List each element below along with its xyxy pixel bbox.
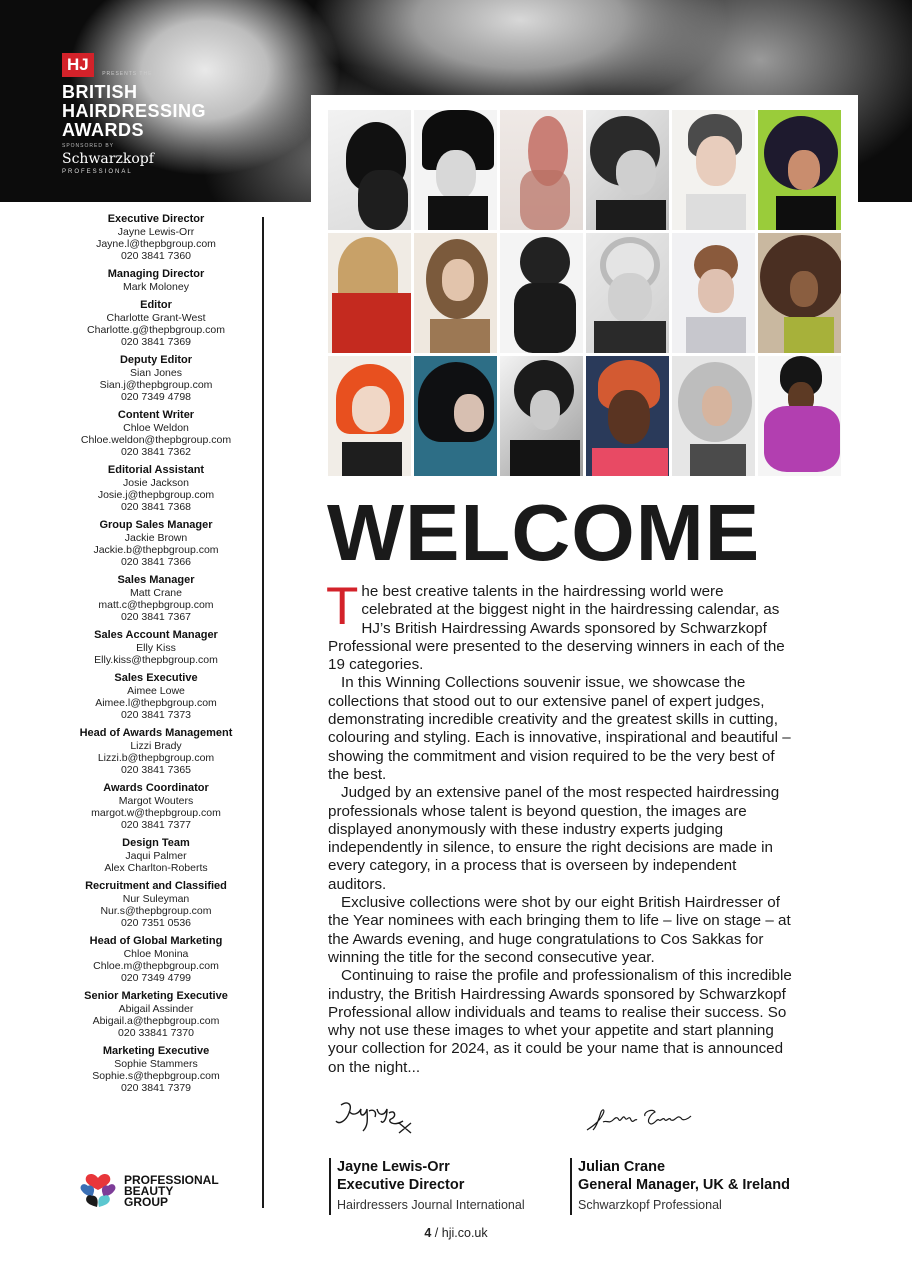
staff-detail: 020 33841 7370 <box>118 1026 194 1039</box>
drop-cap: T <box>326 577 359 636</box>
collection-photo <box>758 356 841 476</box>
staff-detail: 020 3841 7367 <box>120 610 192 623</box>
staff-entry <box>58 299 254 348</box>
staff-detail: 020 3841 7373 <box>120 708 192 721</box>
staff-role: Senior Marketing Executive <box>84 990 228 1002</box>
collection-photo <box>414 233 497 353</box>
staff-entry <box>58 782 254 831</box>
collection-photo <box>328 233 411 353</box>
welcome-heading: WELCOME <box>327 488 761 577</box>
body-paragraph: In this Winning Collections souvenir issue, we showcase the collections that stood out to our extensive panel of expert judges, demonstrating incredible creativity and the greatest skills in cutting, colouring and styling. Each is innovative, inspirational and beautiful – showing the commitment and vision required to be the very best of the best. <box>328 674 791 783</box>
staff-directory <box>58 213 254 1100</box>
staff-detail: Sian Jones <box>130 366 182 379</box>
staff-entry <box>58 354 254 403</box>
staff-role: Deputy Editor <box>119 354 193 366</box>
collection-photo <box>500 110 583 230</box>
staff-email-link[interactable]: Jayne.l@thepbgroup.com <box>96 237 216 250</box>
signatory-title: Executive Director <box>337 1177 465 1193</box>
staff-detail: Aimee Lowe <box>127 684 185 697</box>
staff-email-link[interactable]: Aimee.l@thepbgroup.com <box>95 696 217 709</box>
signatory-jayne <box>329 1158 525 1215</box>
awards-title: BRITISH HAIRDRESSING AWARDS <box>62 82 207 140</box>
staff-detail: Nur Suleyman <box>122 892 190 905</box>
staff-detail: Sophie Stammers <box>114 1057 198 1070</box>
staff-email-link[interactable]: Sian.j@thepbgroup.com <box>99 378 213 391</box>
collection-photo <box>500 356 583 476</box>
pbg-wordmark: PROFESSIONAL BEAUTY GROUP <box>124 1172 219 1209</box>
signatory-julian <box>570 1158 790 1215</box>
page-number: 4 <box>424 1226 432 1240</box>
collection-photo <box>586 110 669 230</box>
staff-email-link[interactable]: Jackie.b@thepbgroup.com <box>93 543 219 556</box>
staff-entry <box>58 464 254 513</box>
staff-entry <box>58 268 254 293</box>
staff-detail: 020 3841 7365 <box>120 763 192 776</box>
staff-role: Sales Account Manager <box>94 629 218 641</box>
collection-photo <box>414 110 497 230</box>
staff-email-link[interactable]: Elly.kiss@thepbgroup.com <box>94 653 218 666</box>
staff-entry <box>58 213 254 262</box>
footer-separator: / <box>434 1226 439 1240</box>
staff-email-link[interactable]: Charlotte.g@thepbgroup.com <box>87 323 225 336</box>
signatory-name: Jayne Lewis-Orr <box>337 1159 450 1175</box>
staff-email-link[interactable]: margot.w@thepbgroup.com <box>91 806 221 819</box>
collection-photo <box>672 356 755 476</box>
staff-entry <box>58 629 254 666</box>
body-paragraph: The best creative talents in the hairdressing world were celebrated at the biggest night in the hairdressing calendar, as HJ’s British Hairdressing Awards sponsored by Schwarzkopf Professional were presented to the deserving winners in each of the 19 categories. <box>326 577 785 674</box>
staff-role: Head of Awards Management <box>79 727 233 739</box>
collection-photo <box>586 356 669 476</box>
staff-role: Editorial Assistant <box>107 464 205 476</box>
staff-role: Content Writer <box>117 409 195 421</box>
staff-detail: Josie Jackson <box>123 476 189 489</box>
collection-photo <box>586 233 669 353</box>
staff-detail: Jaqui Palmer <box>125 849 187 862</box>
presents-label: PRESENTS THE <box>102 71 153 77</box>
staff-detail: Elly Kiss <box>136 641 176 654</box>
staff-detail: Mark Moloney <box>123 280 189 293</box>
staff-detail: Margot Wouters <box>118 794 194 807</box>
staff-detail: 020 3841 7379 <box>120 1081 192 1094</box>
staff-role: Recruitment and Classified <box>85 880 227 892</box>
signatory-org: Hairdressers Journal International <box>337 1198 525 1212</box>
staff-role: Sales Manager <box>117 574 195 586</box>
staff-email-link[interactable]: Josie.j@thepbgroup.com <box>97 488 215 501</box>
welcome-body <box>326 577 798 1077</box>
staff-detail: 020 3841 7366 <box>120 555 192 568</box>
sponsored-by-label: SPONSORED BY <box>62 143 115 149</box>
staff-entry <box>58 935 254 984</box>
staff-role: Head of Global Marketing <box>89 935 223 947</box>
awards-logo <box>62 53 222 175</box>
signature-julian <box>583 1100 698 1140</box>
staff-detail: 020 3841 7360 <box>120 249 192 262</box>
staff-entry <box>58 990 254 1039</box>
signature-jayne <box>333 1095 423 1140</box>
staff-email-link[interactable]: Nur.s@thepbgroup.com <box>100 904 212 917</box>
collection-photo <box>328 110 411 230</box>
staff-detail: 020 3841 7377 <box>120 818 192 831</box>
signatory-org: Schwarzkopf Professional <box>578 1198 722 1212</box>
staff-detail: Abigail Assinder <box>118 1002 194 1015</box>
staff-detail: 020 3841 7362 <box>120 445 192 458</box>
staff-email-link[interactable]: Abigail.a@thepbgroup.com <box>92 1014 220 1027</box>
staff-entry <box>58 672 254 721</box>
collection-photo <box>500 233 583 353</box>
collection-photo <box>758 110 841 230</box>
staff-entry <box>58 519 254 568</box>
professional-beauty-group-logo <box>80 1172 219 1210</box>
signatory-name: Julian Crane <box>578 1159 666 1175</box>
staff-detail: 020 3841 7368 <box>120 500 192 513</box>
footer-website-link[interactable]: hji.co.uk <box>441 1226 488 1240</box>
staff-role: Executive Director <box>107 213 205 225</box>
staff-entry <box>58 574 254 623</box>
staff-role: Managing Director <box>107 268 205 280</box>
body-paragraph: Judged by an extensive panel of the most respected hairdressing professionals whose talent is beyond question, the images are displayed anonymously with these industry experts judging independently in silence, to ensure the right decisions are made in every category, in a process that is overseen by independent auditors. <box>328 784 780 893</box>
staff-detail: Matt Crane <box>130 586 182 599</box>
pbg-hearts-icon <box>80 1172 116 1210</box>
staff-email-link[interactable]: Sophie.s@thepbgroup.com <box>92 1069 220 1082</box>
staff-detail: Lizzi Brady <box>130 739 182 752</box>
staff-role: Group Sales Manager <box>99 519 213 531</box>
staff-email-link[interactable]: Chloe.m@thepbgroup.com <box>93 959 219 972</box>
staff-detail: Jayne Lewis-Orr <box>117 225 195 238</box>
staff-email-link[interactable]: matt.c@thepbgroup.com <box>98 598 214 611</box>
page-footer <box>0 1226 912 1240</box>
collection-photo <box>672 110 755 230</box>
staff-email-link[interactable]: Chloe.weldon@thepbgroup.com <box>80 433 232 446</box>
staff-role: Editor <box>140 299 172 311</box>
staff-role: Sales Executive <box>114 672 198 684</box>
staff-detail: 020 7349 4798 <box>120 390 192 403</box>
staff-role: Marketing Executive <box>102 1045 210 1057</box>
collection-photo <box>758 233 841 353</box>
collection-photo <box>672 233 755 353</box>
staff-detail: 020 3841 7369 <box>120 335 192 348</box>
staff-detail: Alex Charlton-Roberts <box>104 861 208 874</box>
collection-photo-grid <box>328 110 841 476</box>
collection-photo <box>328 356 411 476</box>
schwarzkopf-subtitle: PROFESSIONAL <box>62 169 133 175</box>
staff-detail: Chloe Weldon <box>123 421 189 434</box>
staff-entry <box>58 837 254 874</box>
schwarzkopf-logo: Schwarzkopf <box>62 151 154 167</box>
staff-detail: 020 7351 0536 <box>120 916 192 929</box>
staff-entry <box>58 880 254 929</box>
staff-entry <box>58 409 254 458</box>
staff-role: Design Team <box>122 837 190 849</box>
hj-badge: HJ <box>62 53 94 77</box>
staff-role: Awards Coordinator <box>103 782 209 794</box>
staff-detail: Charlotte Grant-West <box>106 311 206 324</box>
collection-photo <box>414 356 497 476</box>
signatory-title: General Manager, UK & Ireland <box>578 1177 790 1193</box>
staff-email-link[interactable]: Lizzi.b@thepbgroup.com <box>97 751 215 764</box>
body-paragraph: Exclusive collections were shot by our eight British Hairdresser of the Year nominees with each bringing them to life – live on stage – at the Awards evening, and huge congratulations to Cos Sakkas for winning the title for the second consecutive year. <box>328 894 791 966</box>
staff-entry <box>58 1045 254 1094</box>
staff-entry <box>58 727 254 776</box>
column-divider <box>262 217 264 1208</box>
body-paragraph: Continuing to raise the profile and professionalism of this incredible industry, the British Hairdressing Awards sponsored by Schwarzkopf Professional allow individuals and teams to realise their success. So why not use these images to whet your appetite and start planning your collection for 2024, as it could be your name that is announced on the night... <box>328 967 792 1076</box>
staff-detail: 020 7349 4799 <box>120 971 192 984</box>
staff-detail: Jackie Brown <box>124 531 188 544</box>
staff-detail: Chloe Monina <box>123 947 189 960</box>
